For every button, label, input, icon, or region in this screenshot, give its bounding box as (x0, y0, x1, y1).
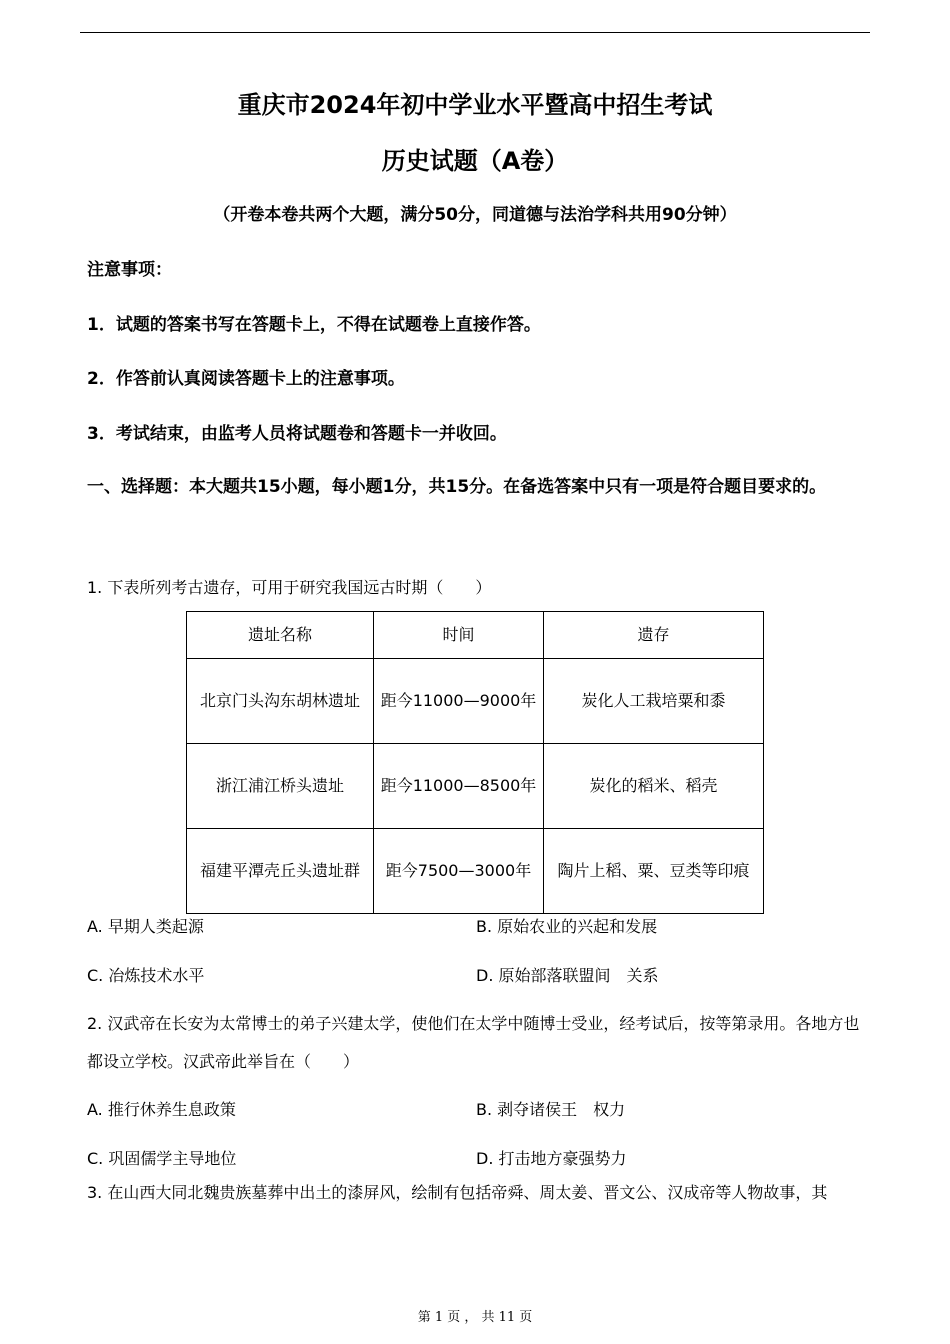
table-row (187, 829, 764, 914)
table-row (187, 744, 764, 829)
table-cell: 距今7500—3000年 (374, 829, 544, 914)
exam-subject-title: 历史试题（A卷） (381, 147, 569, 175)
notice-heading: 注意事项： (87, 260, 172, 280)
table-header-row (187, 612, 764, 659)
question-2-option-b: B. 剥夺诸侯王 权力 (476, 1100, 626, 1119)
question-3-stem: 3. 在山西大同北魏贵族墓葬中出土的漆屏风，绘制有包括帝舜、周太姜、晋文公、汉成帝等人物故事，其 (87, 1183, 828, 1202)
table-cell: 距今11000—9000年 (374, 659, 544, 744)
page-footer: 第 1 页 ， 共 11 页 (417, 1310, 533, 1325)
question-1-option-d: D. 原始部落联盟间 关系 (476, 966, 659, 985)
table-cell: 陶片上稻、粟、豆类等印痕 (544, 829, 764, 914)
notice-item: 3．考试结束，由监考人员将试题卷和答题卡一并收回。 (87, 424, 507, 444)
question-2-option-c: C. 巩固儒学主导地位 (87, 1149, 237, 1168)
table-cell: 浙江浦江桥头遗址 (187, 744, 374, 829)
table-cell: 炭化的稻米、稻壳 (544, 744, 764, 829)
table-row (187, 659, 764, 744)
question-1-stem: 1. 下表所列考古遗存，可用于研究我国远古时期（ ） (87, 578, 492, 597)
exam-title: 重庆市2024年初中学业水平暨高中招生考试 (237, 91, 713, 119)
table-cell: 福建平潭壳丘头遗址群 (187, 829, 374, 914)
archaeology-table (186, 611, 764, 914)
table-cell: 炭化人工栽培粟和黍 (544, 659, 764, 744)
exam-subtitle: （开卷本卷共两个大题，满分50分，同道德与法治学科共用90分钟） (213, 205, 737, 225)
question-1-option-c: C. 冶炼技术水平 (87, 966, 205, 985)
notice-item: 2．作答前认真阅读答题卡上的注意事项。 (87, 369, 405, 389)
notice-item: 1．试题的答案书写在答题卡上，不得在试题卷上直接作答。 (87, 315, 541, 335)
table-header-cell: 时间 (374, 612, 544, 659)
table-header-cell: 遗址名称 (187, 612, 374, 659)
table-header-cell: 遗存 (544, 612, 764, 659)
question-2-option-a: A. 推行休养生息政策 (87, 1100, 236, 1119)
question-2-option-d: D. 打击地方豪强势力 (476, 1149, 627, 1168)
table-cell: 北京门头沟东胡林遗址 (187, 659, 374, 744)
top-rule (80, 32, 870, 33)
question-1-option-b: B. 原始农业的兴起和发展 (476, 917, 658, 936)
question-1-option-a: A. 早期人类起源 (87, 917, 204, 936)
question-2-stem: 2. 汉武帝在长安为太常博士的弟子兴建太学，使他们在太学中随博士受业，经考试后，按等第录用。各地方也都设立学校。汉武帝此举旨在（ ） (87, 1014, 860, 1071)
section-heading: 一、选择题：本大题共15小题，每小题1分，共15分。在备选答案中只有一项是符合题目要求的。 (87, 477, 827, 497)
table-cell: 距今11000—8500年 (374, 744, 544, 829)
